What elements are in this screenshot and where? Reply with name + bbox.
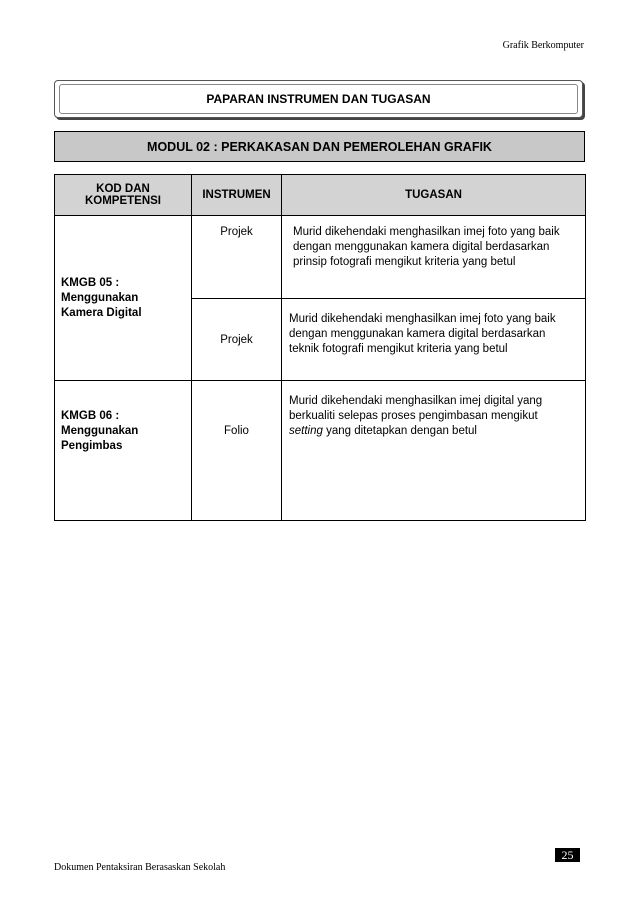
kod-cell: KMGB 06 : Menggunakan Pengimbas bbox=[55, 381, 192, 521]
tugasan-cell: Murid dikehendaki menghasilkan imej foto yang baik dengan menggunakan kamera digital berdasarkan prinsip fotografi mengikut kriteria yang betul bbox=[282, 216, 586, 299]
instrumen-cell: Folio bbox=[192, 381, 282, 521]
page-number: 25 bbox=[555, 848, 580, 862]
header-instrumen: INSTRUMEN bbox=[192, 175, 282, 216]
running-footer: Dokumen Pentaksiran Berasaskan Sekolah bbox=[54, 862, 226, 873]
page-title: PAPARAN INSTRUMEN DAN TUGASAN bbox=[59, 84, 578, 114]
modul-heading: MODUL 02 : PERKAKASAN DAN PEMEROLEHAN GRAFIK bbox=[54, 131, 585, 162]
header-tugasan: TUGASAN bbox=[282, 175, 586, 216]
tugasan-cell: Murid dikehendaki menghasilkan imej digital yang berkualiti selepas proses pengimbasan mengikut setting yang ditetapkan dengan betul bbox=[282, 381, 586, 521]
table-header-row bbox=[55, 175, 586, 216]
title-box bbox=[54, 80, 583, 118]
table-row bbox=[55, 381, 586, 521]
tugasan-cell: Murid dikehendaki menghasilkan imej foto yang baik dengan menggunakan kamera digital berdasarkan teknik fotografi mengikut kriteria yang betul bbox=[282, 299, 586, 381]
instrument-table bbox=[54, 174, 586, 521]
table-row bbox=[55, 216, 586, 299]
header-kod: KOD DAN KOMPETENSI bbox=[55, 175, 192, 216]
running-header: Grafik Berkomputer bbox=[502, 40, 584, 51]
tugasan-italic-term: setting bbox=[289, 425, 323, 437]
kod-cell: KMGB 05 : Menggunakan Kamera Digital bbox=[55, 216, 192, 381]
instrumen-cell: Projek bbox=[192, 216, 282, 299]
instrumen-cell: Projek bbox=[192, 299, 282, 381]
